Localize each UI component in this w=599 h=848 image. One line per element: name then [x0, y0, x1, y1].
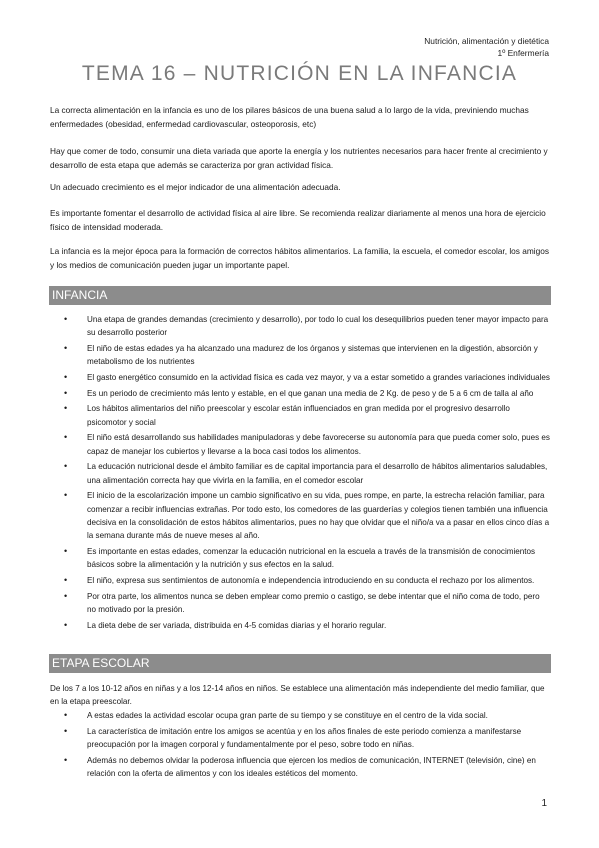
list-item: • Por otra parte, los alimentos nunca se deben emplear como premio o castigo, se debe intentar que el niño coma de todo, pero no motivado por la presión. — [50, 590, 550, 617]
list-item: • El inicio de la escolarización impone un cambio significativo en su vida, pues rompe, en parte, la estrecha relación familiar, para comenzar a recibir influencias extrañas. Por todo esto, los comedores de las guarderías y colegios tienen también una influencia decisiva en la consolidación de estos hábitos alimentarios, pues no hay que olvidar que el niño/a va a pasar en ellos cinco días a la semana durante más de nueve meses al año. — [50, 489, 550, 542]
section-heading-infancia: INFANCIA — [49, 286, 551, 305]
list-item: • La educación nutricional desde el ámbito familiar es de capital importancia para el desarrollo de hábitos alimentarios saludables, una alimentación correcta hay que vivirla en la familia, en el comedor escolar — [50, 460, 550, 487]
list-item: • Además no debemos olvidar la poderosa influencia que ejercen los medios de comunicación, INTERNET (televisión, cine) en relación con la oferta de alimentos y con los ideales estéticos del momento. — [50, 754, 550, 781]
intro-paragraph-3: Un adecuado crecimiento es el mejor indicador de una alimentación adecuada. — [50, 182, 341, 192]
page-number: 1 — [541, 798, 547, 809]
list-item: • Es importante en estas edades, comenzar la educación nutricional en la escuela a través de la transmisión de conocimientos básicos sobre la alimentación y la nutrición y sus efectos en la salud. — [50, 545, 550, 572]
list-item: • Los hábitos alimentarios del niño preescolar y escolar están influenciados en gran medida por el progresivo desarrollo psicomotor y social — [50, 402, 550, 429]
infancia-bullet-list — [50, 313, 550, 634]
list-item: • El niño está desarrollando sus habilidades manipuladoras y debe favorecerse su autonomía para que pueda comer solo, pues es capaz de manejar los cubiertos y llevarse a la boca casi todos los alimentos. — [50, 431, 550, 458]
list-item: • Una etapa de grandes demandas (crecimiento y desarrollo), por todo lo cual los desequilibrios pueden tener mayor impacto para su desarrollo posterior — [50, 313, 550, 340]
page-header — [424, 35, 549, 59]
list-item: • Es un periodo de crecimiento más lento y estable, en el que ganan una media de 2 Kg. de peso y de 5 a 6 cm de talla al año — [50, 387, 550, 400]
header-subject: Nutrición, alimentación y dietética — [424, 36, 549, 46]
document-title: TEMA 16 – NUTRICIÓN EN LA INFANCIA — [81, 62, 518, 85]
list-item: • La dieta debe de ser variada, distribuida en 4-5 comidas diarias y el horario regular. — [50, 619, 550, 632]
list-item: • A estas edades la actividad escolar ocupa gran parte de su tiempo y se constituye en el centro de la vida social. — [50, 709, 550, 722]
escolar-intro-paragraph: De los 7 a los 10-12 años en niñas y a los 12-14 años en niños. Se establece una alimentación más independiente del medio familiar, que en la etapa preescolar. — [50, 684, 545, 707]
section-heading-etapa-escolar: ETAPA ESCOLAR — [49, 654, 551, 673]
escolar-bullet-list — [50, 709, 550, 783]
list-item: • El niño, expresa sus sentimientos de autonomía e independencia introduciendo en su conducta el rechazo por los alimentos. — [50, 574, 550, 587]
list-item: • El niño de estas edades ya ha alcanzado una madurez de los órganos y sistemas que intervienen en la digestión, absorción y metabolismo de los nutrientes — [50, 342, 550, 369]
intro-paragraph-2: Hay que comer de todo, consumir una dieta variada que aporte la energía y los nutrientes necesarios para hacer frente al crecimiento y desarrollo de esta etapa que además se caracteriza por gran actividad física. — [50, 146, 548, 170]
header-course: 1º Enfermería — [497, 48, 549, 58]
intro-paragraph-1: La correcta alimentación en la infancia es uno de los pilares básicos de una buena salud a lo largo de la vida, previniendo muchas enfermedades (obesidad, enfermedad cardiovascular, osteoporosis, etc) — [50, 105, 529, 129]
list-item: • La característica de imitación entre los amigos se acentúa y en los años finales de este periodo comienza a manifestarse preocupación por la imagen corporal y fundamentalmente por el peso, sobre todo en niñas. — [50, 725, 550, 752]
intro-paragraph-5: La infancia es la mejor época para la formación de correctos hábitos alimentarios. La familia, la escuela, el comedor escolar, los amigos y los medios de comunicación pueden jugar un importante papel. — [50, 246, 549, 270]
list-item: • El gasto energético consumido en la actividad física es cada vez mayor, y va a estar sometido a grandes variaciones individuales — [50, 371, 550, 384]
intro-paragraph-4: Es importante fomentar el desarrollo de actividad física al aire libre. Se recomienda realizar diariamente al menos una hora de ejercicio físico de intensidad moderada. — [50, 208, 546, 232]
